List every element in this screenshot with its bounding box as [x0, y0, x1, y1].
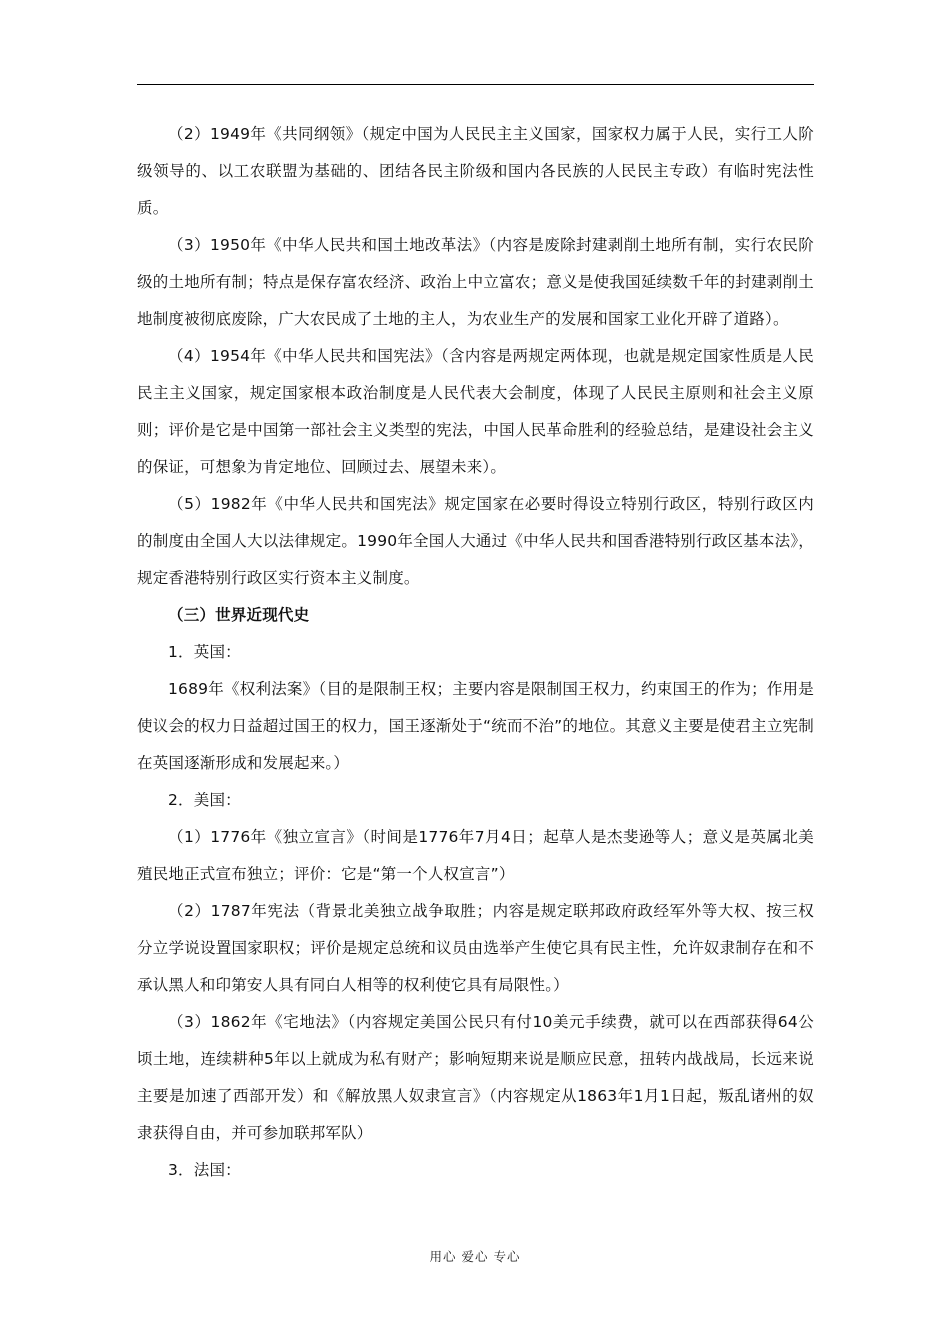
- page-footer: 用心 爱心 专心: [429, 1249, 521, 1264]
- paragraph-1787-constitution: （2）1787年宪法（背景北美独立战争取胜；内容是规定联邦政府政经军外等大权、按三权分立学说设置国家职权；评价是规定总统和议员由选举产生使它具有民主性，允许奴隶制存在和不承认黑人和印第安人具有同白人相等的权利使它具有局限性。）: [137, 902, 814, 994]
- paragraph-1954-constitution: （4）1954年《中华人民共和国宪法》（含内容是两规定两体现，也就是规定国家性质是人民民主主义国家，规定国家根本政治制度是人民代表大会制度，体现了人民民主原则和社会主义原则；评价是它是中国第一部社会主义类型的宪法，中国人民革命胜利的经验总结，是建设社会主义的保证，可想象为肯定地位、回顾过去、展望未来）。: [137, 347, 814, 476]
- paragraph-1982-constitution: （5）1982年《中华人民共和国宪法》规定国家在必要时得设立特别行政区，特别行政区内的制度由全国人大以法律规定。1990年全国人大通过《中华人民共和国香港特别行政区基本法》，规定香港特别行政区实行资本主义制度。: [137, 495, 814, 587]
- subheading-usa: 2．美国：: [168, 791, 241, 809]
- paragraph-1949-common-program: （2）1949年《共同纲领》（规定中国为人民民主主义国家，国家权力属于人民，实行工人阶级领导的、以工农联盟为基础的、团结各民主阶级和国内各民族的人民民主专政）有临时宪法性质。: [137, 125, 814, 217]
- paragraph-homestead-act: （3）1862年《宅地法》（内容规定美国公民只有付10美元手续费，就可以在西部获得64公顷土地，连续耕种5年以上就成为私有财产；影响短期来说是顺应民意，扭转内战战局，长远来说主要是加速了西部开发）和《解放黑人奴隶宣言》（内容规定从1863年1月1日起，叛乱诸州的奴隶获得自由，并可参加联邦军队）: [137, 1013, 814, 1142]
- paragraph-bill-of-rights: 1689年《权利法案》（目的是限制王权；主要内容是限制国王权力，约束国王的作为；作用是使议会的权力日益超过国王的权力，国王逐渐处于“统而不治”的地位。其意义主要是使君主立宪制在英国逐渐形成和发展起来。）: [137, 680, 814, 772]
- paragraph-1950-land-reform: （3）1950年《中华人民共和国土地改革法》（内容是废除封建剥削土地所有制，实行农民阶级的土地所有制；特点是保存富农经济、政治上中立富农；意义是使我国延续数千年的封建剥削土地制度被彻底废除，广大农民成了土地的主人，为农业生产的发展和国家工业化开辟了道路）。: [137, 236, 814, 328]
- header-rule: [137, 84, 814, 85]
- section-heading-world-history: （三）世界近现代史: [168, 606, 310, 624]
- subheading-france: 3．法国：: [168, 1161, 241, 1179]
- subheading-england: 1．英国：: [168, 643, 241, 661]
- paragraph-declaration-independence: （1）1776年《独立宣言》（时间是1776年7月4日；起草人是杰斐逊等人；意义是英属北美殖民地正式宣布独立；评价：它是“第一个人权宣言”）: [137, 828, 814, 883]
- page-body: [137, 116, 814, 1189]
